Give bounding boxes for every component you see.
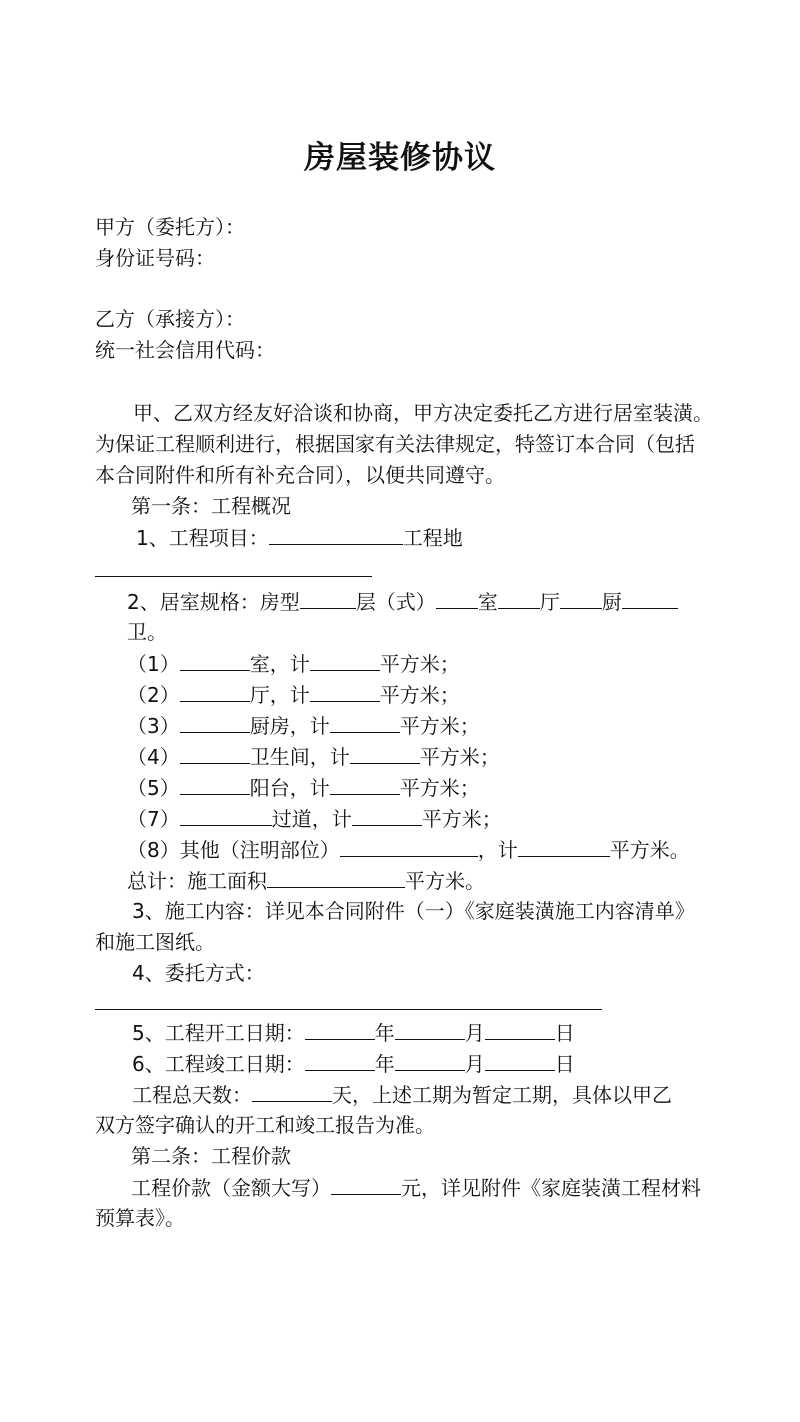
intro-line-2: 为保证工程顺利进行，根据国家有关法律规定，特签订本合同（包括: [95, 432, 695, 456]
party-b-label: 乙方（承接方）：: [95, 307, 245, 331]
year-label: 年: [374, 1052, 395, 1076]
other-location-blank: [340, 834, 478, 857]
start-day-blank: [485, 1017, 555, 1040]
room-qty-blank: [180, 648, 250, 671]
room-area-blank: [330, 772, 400, 795]
other-label: （8）其他（注明部位）: [127, 838, 340, 862]
total-label: 总计：施工面积: [127, 869, 267, 893]
start-year-blank: [305, 1017, 375, 1040]
item2-end: 卫。: [127, 620, 167, 644]
room-area-blank: [350, 741, 420, 764]
hall-count-blank: [498, 586, 540, 609]
day-label: 日: [554, 1021, 575, 1045]
end-month-blank: [395, 1048, 465, 1071]
end-date: [132, 1048, 575, 1079]
price-amount-blank: [331, 1172, 401, 1195]
hall-label: 厅: [539, 590, 560, 614]
room-num: （1）: [127, 652, 180, 676]
room-area-blank: [352, 803, 422, 826]
room-line-5: [127, 772, 480, 803]
room-type: 卫生间，计: [249, 745, 350, 769]
end-day-blank: [485, 1048, 555, 1071]
bath-count-blank: [622, 586, 678, 609]
total-days-label: 工程总天数：: [132, 1083, 252, 1107]
party-a-label: 甲方（委托方）：: [95, 215, 245, 239]
start-month-blank: [395, 1017, 465, 1040]
kitchen-count-blank: [560, 586, 602, 609]
room-type: 厨房，计: [249, 714, 330, 738]
room-unit: 平方米；: [399, 714, 480, 738]
room-unit: 平方米；: [379, 683, 460, 707]
room-qty-blank: [180, 710, 250, 733]
total-days: [132, 1079, 672, 1110]
room-unit: 平方米；: [379, 652, 460, 676]
month-label: 月: [464, 1052, 485, 1076]
kitchen-label: 厨: [601, 590, 622, 614]
room-line-3: [127, 710, 480, 741]
party-b-credit-label: 统一社会信用代码：: [95, 338, 275, 362]
intro-line-1: 甲、乙双方经友好洽谈和协商，甲方决定委托乙方进行居室装潢。: [133, 401, 713, 425]
room-area-blank: [330, 710, 400, 733]
room-unit: 平方米；: [421, 807, 502, 831]
price-text: 元，详见附件《家庭装潢工程材料: [401, 1176, 701, 1200]
project-name-blank: [269, 522, 403, 545]
room-line-4: [127, 741, 500, 772]
article1-heading: 第一条：工程概况: [131, 494, 291, 518]
room-qty-blank: [180, 679, 250, 702]
room-line-1: [127, 648, 460, 679]
room-type: 过道，计: [271, 807, 352, 831]
article2-heading: 第二条：工程价款: [131, 1144, 291, 1168]
month-label: 月: [464, 1021, 485, 1045]
party-a-id-label: 身份证号码：: [95, 246, 215, 270]
document-title: 房屋装修协议: [304, 140, 496, 176]
intro-line-3: 本合同附件和所有补充合同），以便共同遵守。: [95, 463, 505, 487]
item2-room-spec: [127, 586, 678, 617]
item3-line-1: 3、施工内容：详见本合同附件（一）《家庭装潢施工内容清单》: [132, 899, 695, 923]
room-type: 阳台，计: [249, 776, 330, 800]
room-count-blank: [436, 586, 478, 609]
start-date-label: 5、工程开工日期：: [132, 1021, 305, 1045]
total-days-blank: [252, 1079, 332, 1102]
room-label: 室: [477, 590, 498, 614]
price-label: 工程价款（金额大写）: [131, 1176, 331, 1200]
start-date: [132, 1017, 575, 1048]
room-unit: 平方米；: [399, 776, 480, 800]
total-area-blank: [267, 865, 405, 888]
item2-label: 2、居室规格：房型: [127, 590, 300, 614]
total-area: [127, 865, 485, 896]
room-num: （2）: [127, 683, 180, 707]
room-qty-blank: [180, 741, 250, 764]
item1-label: 1、工程项目：: [136, 526, 269, 550]
day-label: 日: [554, 1052, 575, 1076]
end-year-blank: [305, 1048, 375, 1071]
other-area-blank: [518, 834, 610, 857]
room-num: （3）: [127, 714, 180, 738]
room-line-7: [127, 803, 502, 834]
price-line-1: [131, 1172, 701, 1203]
room-type: 厅，计: [249, 683, 310, 707]
item1-project: [136, 522, 463, 553]
room-num: （7）: [127, 807, 180, 831]
room-num: （4）: [127, 745, 180, 769]
room-qty-blank: [180, 803, 272, 826]
room-unit: 平方米；: [419, 745, 500, 769]
room-area-blank: [310, 679, 380, 702]
room-area-blank: [310, 648, 380, 671]
total-days-line-2: 双方签字确认的开工和竣工报告为准。: [95, 1113, 435, 1137]
floor-blank: [300, 586, 356, 609]
room-num: （5）: [127, 776, 180, 800]
item3-line-2: 和施工图纸。: [95, 930, 215, 954]
room-qty-blank: [180, 772, 250, 795]
other-unit: 平方米。: [609, 838, 690, 862]
price-line-2: 预算表》。: [95, 1206, 185, 1230]
floor-type-label: 层（式）: [355, 590, 436, 614]
room-line-2: [127, 679, 460, 710]
end-date-label: 6、工程竣工日期：: [132, 1052, 305, 1076]
total-days-text: 天，上述工期为暂定工期，具体以甲乙: [332, 1083, 672, 1107]
total-unit: 平方米。: [405, 869, 485, 893]
item4-label: 4、委托方式：: [132, 961, 265, 985]
other-mid: ，计: [477, 838, 518, 862]
delegation-method-blank: [95, 1009, 602, 1010]
room-type: 室，计: [249, 652, 310, 676]
project-location-blank: [95, 576, 372, 577]
item1-location-label: 工程地: [402, 526, 463, 550]
year-label: 年: [374, 1021, 395, 1045]
room-line-other: [127, 834, 690, 865]
